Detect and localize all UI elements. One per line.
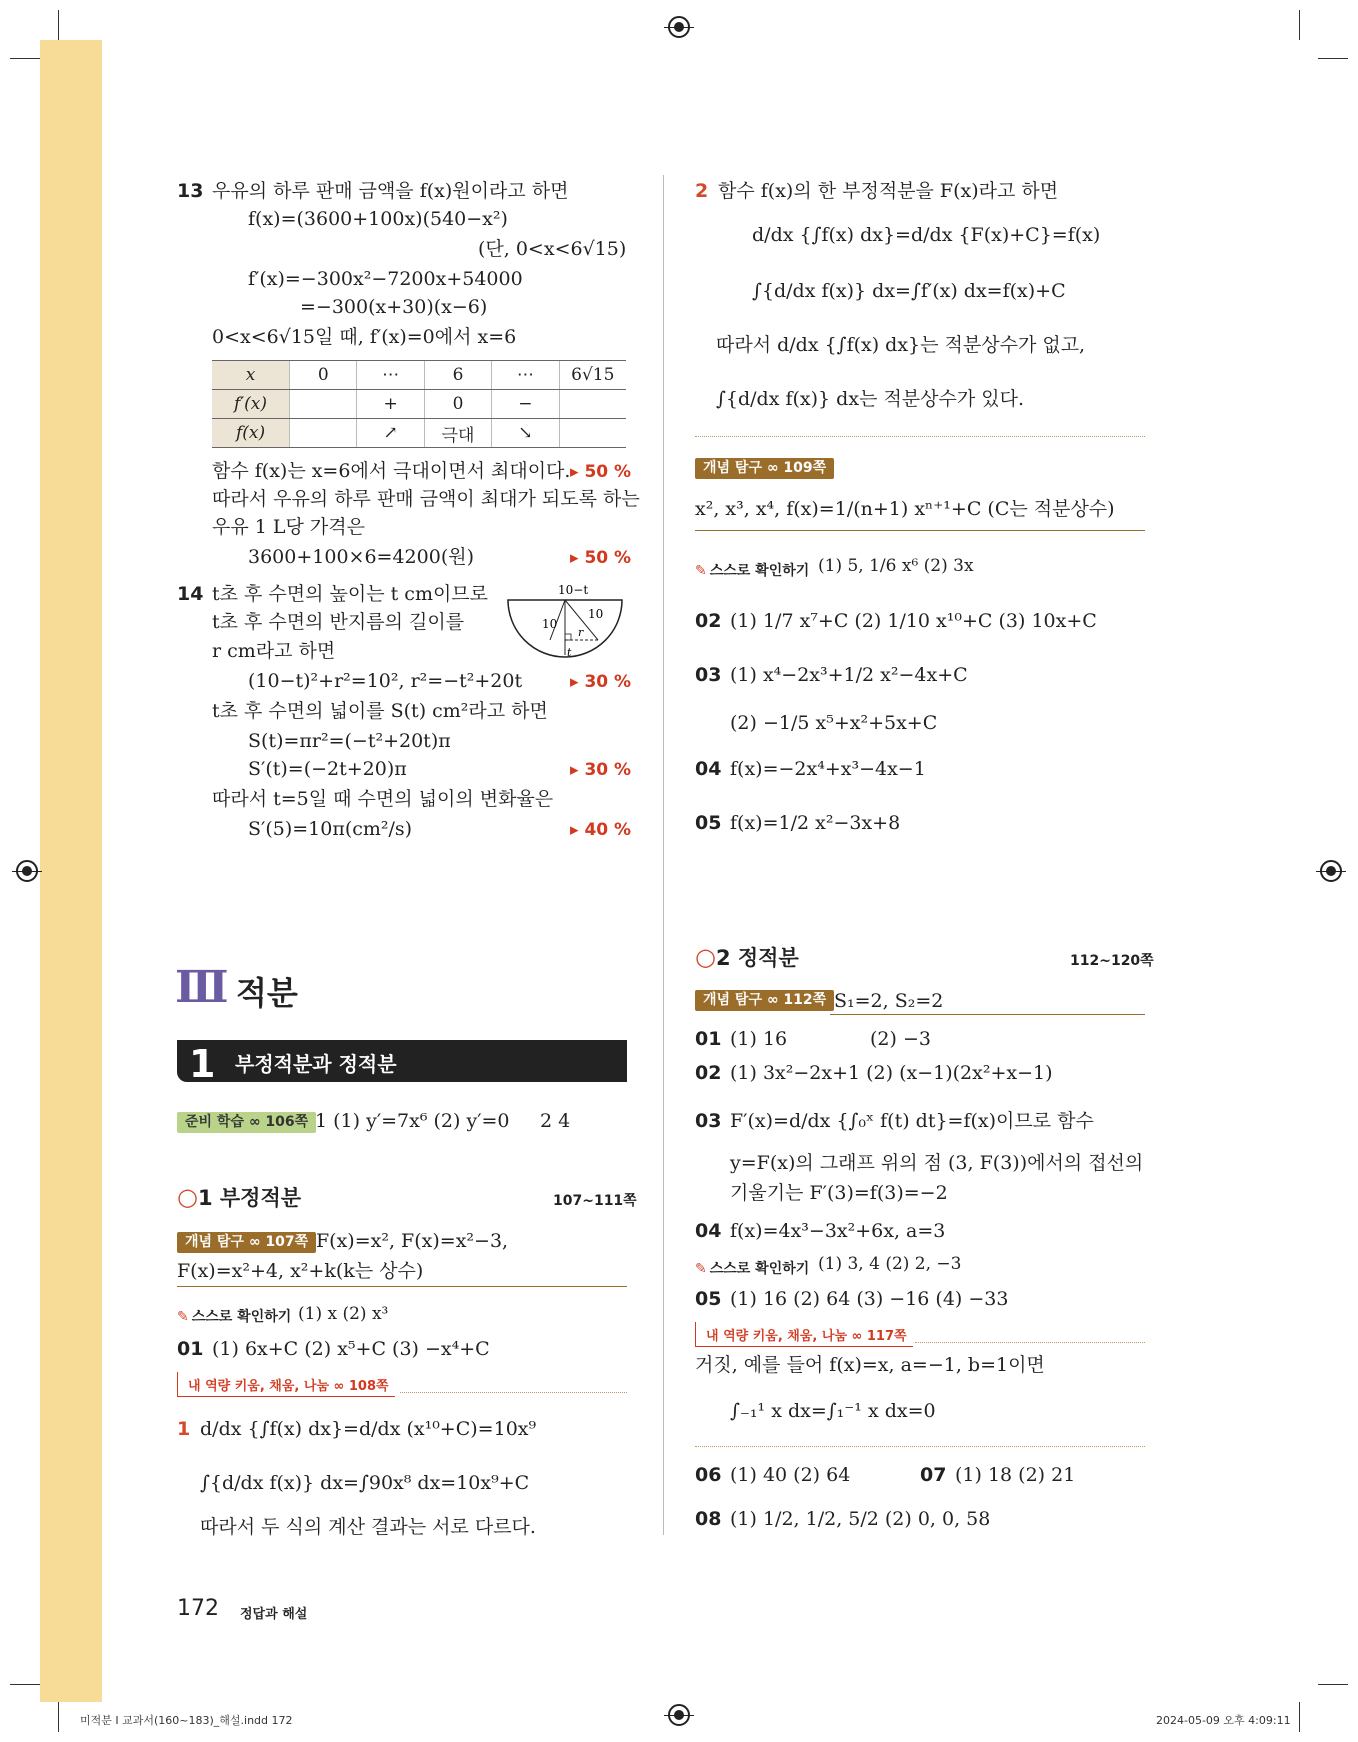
footer-label: 정답과 해설 xyxy=(240,1607,308,1622)
c2-line2: d/dx {∫f(x) dx}=d/dx {F(x)+C}=f(x) xyxy=(752,224,1101,246)
unit-number: 1 xyxy=(189,1042,216,1086)
problem-number-2: 2 xyxy=(695,180,709,202)
prep-answer-2: 2 4 xyxy=(540,1110,571,1132)
answer-01a: (1) 16 xyxy=(730,1028,788,1050)
concept112-text: S₁=2, S₂=2 xyxy=(834,990,944,1012)
hemisphere-bowl-figure xyxy=(500,580,630,662)
crop-mark xyxy=(1318,58,1348,59)
dotted-rule xyxy=(915,1342,1145,1343)
right-angle-mark xyxy=(565,634,571,640)
p13-cond: (단, 0<x<6√15) xyxy=(478,238,627,260)
table-cell: ↘ xyxy=(492,419,559,448)
section-number: 1 xyxy=(197,1186,213,1210)
answer-number: 02 xyxy=(695,610,722,632)
answer-08: (1) 1/2, 1/2, 5/2 (2) 0, 0, 58 xyxy=(730,1508,991,1530)
capacity-tag: 내 역량 키움, 채움, 나눔 ∞ 108쪽 xyxy=(177,1372,395,1397)
table-cell: 0 xyxy=(290,361,357,390)
concept-badge: 개념 탐구 ∞ 109쪽 xyxy=(695,458,834,479)
fig-label-left: 10 xyxy=(542,617,558,631)
prep-answer-1: 1 (1) y′=7x⁶ (2) y′=0 xyxy=(315,1110,510,1132)
p13-text1: 함수 f(x)는 x=6에서 극대이면서 최대이다. xyxy=(212,460,571,482)
self-check-answer: (1) x (2) x³ xyxy=(298,1304,389,1324)
c2-line4: 따라서 d/dx {∫f(x) dx}는 적분상수가 없고, xyxy=(716,334,1086,356)
section-number: 2 xyxy=(715,946,731,970)
capacity-tag: 내 역량 키움, 채움, 나눔 ∞ 117쪽 xyxy=(695,1322,913,1347)
pencil-icon: ✎ xyxy=(695,1261,707,1277)
answer-number: 04 xyxy=(695,1220,722,1242)
p13-eq4: 0<x<6√15일 때, f′(x)=0에서 x=6 xyxy=(212,326,517,348)
p14-eq2: S(t)=πr²=(−t²+20t)π xyxy=(248,730,451,752)
crop-mark xyxy=(10,1684,40,1685)
crop-mark xyxy=(58,1702,59,1732)
self-check-label xyxy=(695,560,809,580)
concept-underline xyxy=(177,1286,627,1287)
table-row xyxy=(212,390,626,419)
table-cell: f(x) xyxy=(212,419,290,448)
self-check-answer: (1) 5, 1/6 x⁶ (2) 3x xyxy=(818,556,974,576)
c2-line1: 함수 f(x)의 한 부정적분을 F(x)라고 하면 xyxy=(718,180,1059,202)
p14-eq4: S′(5)=10π(cm²/s) xyxy=(248,818,413,840)
section-title: 정적분 xyxy=(737,946,799,970)
section-page-range: 107~111쪽 xyxy=(553,1193,637,1209)
prep-badge: 준비 학습 ∞ 106쪽 xyxy=(177,1112,316,1133)
problem-number-13: 13 xyxy=(177,180,204,202)
chapter-roman-numeral: Ⅲ xyxy=(175,962,227,1013)
page-number: 172 xyxy=(177,1596,219,1621)
registration-mark-icon xyxy=(668,16,690,38)
answer-01: (1) 6x+C (2) x⁵+C (3) −x⁴+C xyxy=(212,1338,490,1360)
answer-05: f(x)=1/2 x²−3x+8 xyxy=(730,812,901,834)
p14-eq1: (10−t)²+r²=10², r²=−t²+20t xyxy=(248,670,523,692)
p13-eq1: f(x)=(3600+100x)(540−x²) xyxy=(248,208,508,230)
answer-07: (1) 18 (2) 21 xyxy=(955,1464,1076,1486)
crop-mark xyxy=(58,10,59,40)
answer-number: 04 xyxy=(695,758,722,780)
c2-line5: ∫{d/dx f(x)} dx는 적분상수가 있다. xyxy=(716,388,1024,410)
table-cell xyxy=(559,390,626,419)
capacity-line2: ∫₋₁¹ x dx=∫₁⁻¹ x dx=0 xyxy=(730,1400,936,1422)
c2-line3: ∫{d/dx f(x)} dx=∫f′(x) dx=f(x)+C xyxy=(752,280,1066,302)
p13-eq3: =−300(x+30)(x−6) xyxy=(300,296,488,318)
fig-label-top: 10−t xyxy=(558,583,589,597)
crop-mark xyxy=(1318,1684,1348,1685)
unit-title-bar xyxy=(177,1040,627,1086)
dotted-rule xyxy=(695,436,1145,437)
dotted-rule xyxy=(695,1446,1145,1447)
p13-eq2: f′(x)=−300x²−7200x+54000 xyxy=(248,268,523,290)
concept-line2: F(x)=x²+4, x²+k(k는 상수) xyxy=(177,1260,424,1282)
concept-badge: 개념 탐구 ∞ 112쪽 xyxy=(695,990,834,1011)
answer-02: (1) 1/7 x⁷+C (2) 1/10 x¹⁰+C (3) 10x+C xyxy=(730,610,1097,632)
p13-eq5: 3600+100×6=4200(원) xyxy=(248,546,474,568)
print-slug-left: 미적분 Ⅰ 교과서(160~183)_해설.indd 172 xyxy=(80,1714,293,1727)
print-slug-right: 2024-05-09 오후 4:09:11 xyxy=(1156,1714,1291,1727)
answer-03-line2: y=F(x)의 그래프 위의 점 (3, F(3))에서의 접선의 xyxy=(730,1152,1144,1174)
answer-03-2: (2) −1/5 x⁵+x²+5x+C xyxy=(730,712,938,734)
table-cell: ⋯ xyxy=(492,361,559,390)
table-row xyxy=(212,419,626,448)
section-circle: ○ xyxy=(695,943,716,971)
unit-title: 부정적분과 정적분 xyxy=(235,1052,397,1076)
p14-line1: t초 후 수면의 높이는 t cm이므로 xyxy=(212,583,489,605)
c1-line2: ∫{d/dx f(x)} dx=∫90x⁸ dx=10x⁹+C xyxy=(200,1472,530,1494)
self-check-text: 스스로 확인하기 xyxy=(191,1309,292,1325)
yellow-margin-strip xyxy=(40,40,102,1702)
answer-number: 05 xyxy=(695,812,722,834)
answer-number: 02 xyxy=(695,1062,722,1084)
table-cell: x xyxy=(212,361,290,390)
fig-label-right: 10 xyxy=(588,607,604,621)
problem-number-1: 1 xyxy=(177,1418,191,1440)
self-check-text: 스스로 확인하기 xyxy=(709,563,810,579)
c1-line3: 따라서 두 식의 계산 결과는 서로 다르다. xyxy=(200,1516,536,1538)
score-percent: ▸ 50 % xyxy=(570,462,632,482)
p14-line5: 따라서 t=5일 때 수면의 넓이의 변화율은 xyxy=(212,788,554,810)
score-percent: ▸ 50 % xyxy=(570,548,632,568)
registration-mark-icon xyxy=(668,1704,690,1726)
table-row xyxy=(212,361,626,390)
problem-number-14: 14 xyxy=(177,583,204,605)
section-heading-02 xyxy=(695,942,799,972)
chapter-title: 적분 xyxy=(236,974,298,1012)
sign-table xyxy=(212,360,626,448)
registration-mark-icon xyxy=(1320,860,1342,882)
concept-badge: 개념 탐구 ∞ 107쪽 xyxy=(177,1232,316,1253)
dotted-rule xyxy=(400,1392,627,1393)
score-percent: ▸ 30 % xyxy=(570,760,632,780)
table-cell xyxy=(290,419,357,448)
p13-text3: 우유 1 L당 가격은 xyxy=(212,516,365,538)
section-circle: ○ xyxy=(177,1183,198,1211)
answer-04: f(x)=−2x⁴+x³−4x−1 xyxy=(730,758,926,780)
c1-line1: d/dx {∫f(x) dx}=d/dx (x¹⁰+C)=10x⁹ xyxy=(200,1418,537,1440)
answer-02: (1) 3x²−2x+1 (2) (x−1)(2x²+x−1) xyxy=(730,1062,1053,1084)
concept-underline xyxy=(695,530,1145,531)
answer-03-1: (1) x⁴−2x³+1/2 x²−4x+C xyxy=(730,664,968,686)
p13-intro: 우유의 하루 판매 금액을 f(x)원이라고 하면 xyxy=(212,180,569,202)
table-cell xyxy=(559,419,626,448)
answer-number: 06 xyxy=(695,1464,722,1486)
answer-number: 01 xyxy=(177,1338,204,1360)
table-cell: + xyxy=(357,390,424,419)
concept109-text: x², x³, x⁴, f(x)=1/(n+1) xⁿ⁺¹+C (C는 적분상수) xyxy=(695,498,1115,520)
answer-03-line3: 기울기는 F′(3)=f(3)=−2 xyxy=(730,1182,948,1204)
p13-text2: 따라서 우유의 하루 판매 금액이 최대가 되도록 하는 xyxy=(212,488,640,510)
answer-01b: (2) −3 xyxy=(870,1028,931,1050)
score-percent: ▸ 40 % xyxy=(570,820,632,840)
self-check-label xyxy=(695,1258,809,1278)
section-page-range: 112~120쪽 xyxy=(1070,953,1154,969)
crop-mark xyxy=(1299,1702,1300,1732)
section-heading-01 xyxy=(177,1182,301,1212)
pencil-icon: ✎ xyxy=(695,563,707,579)
answer-05: (1) 16 (2) 64 (3) −16 (4) −33 xyxy=(730,1288,1009,1310)
pencil-icon: ✎ xyxy=(177,1309,189,1325)
table-cell: ⋯ xyxy=(357,361,424,390)
answer-number: 03 xyxy=(695,664,722,686)
fig-label-t: t xyxy=(567,646,572,659)
table-cell: 극대 xyxy=(424,419,491,448)
concept-line1: F(x)=x², F(x)=x²−3, xyxy=(316,1230,509,1252)
section-title: 부정적분 xyxy=(219,1186,302,1210)
self-check-text: 스스로 확인하기 xyxy=(709,1261,810,1277)
answer-number: 05 xyxy=(695,1288,722,1310)
concept-underline xyxy=(830,1014,1145,1015)
p14-line2: t초 후 수면의 반지름의 길이를 xyxy=(212,611,465,633)
table-cell xyxy=(290,390,357,419)
crop-mark xyxy=(10,58,40,59)
answer-06: (1) 40 (2) 64 xyxy=(730,1464,851,1486)
answer-03-line1: F′(x)=d/dx {∫₀ˣ f(t) dt}=f(x)이므로 함수 xyxy=(730,1110,1094,1132)
fig-label-r: r xyxy=(578,626,584,639)
column-divider xyxy=(663,175,664,1535)
p14-line3: r cm라고 하면 xyxy=(212,640,336,662)
table-cell: 0 xyxy=(424,390,491,419)
answer-number: 01 xyxy=(695,1028,722,1050)
table-cell: f′(x) xyxy=(212,390,290,419)
table-cell: 6√15 xyxy=(559,361,626,390)
table-cell: ↗ xyxy=(357,419,424,448)
answer-04: f(x)=4x³−3x²+6x, a=3 xyxy=(730,1220,946,1242)
answer-number: 07 xyxy=(920,1464,947,1486)
self-check-answer: (1) 3, 4 (2) 2, −3 xyxy=(818,1254,962,1274)
score-percent: ▸ 30 % xyxy=(570,672,632,692)
capacity-line1: 거짓, 예를 들어 f(x)=x, a=−1, b=1이면 xyxy=(695,1354,1045,1376)
registration-mark-icon xyxy=(16,860,38,882)
crop-mark xyxy=(1299,10,1300,40)
table-cell: 6 xyxy=(424,361,491,390)
answer-number: 03 xyxy=(695,1110,722,1132)
p14-eq3: S′(t)=(−2t+20)π xyxy=(248,758,407,780)
table-cell: − xyxy=(492,390,559,419)
answer-number: 08 xyxy=(695,1508,722,1530)
p14-line4: t초 후 수면의 넓이를 S(t) cm²라고 하면 xyxy=(212,700,548,722)
self-check-label xyxy=(177,1306,291,1326)
